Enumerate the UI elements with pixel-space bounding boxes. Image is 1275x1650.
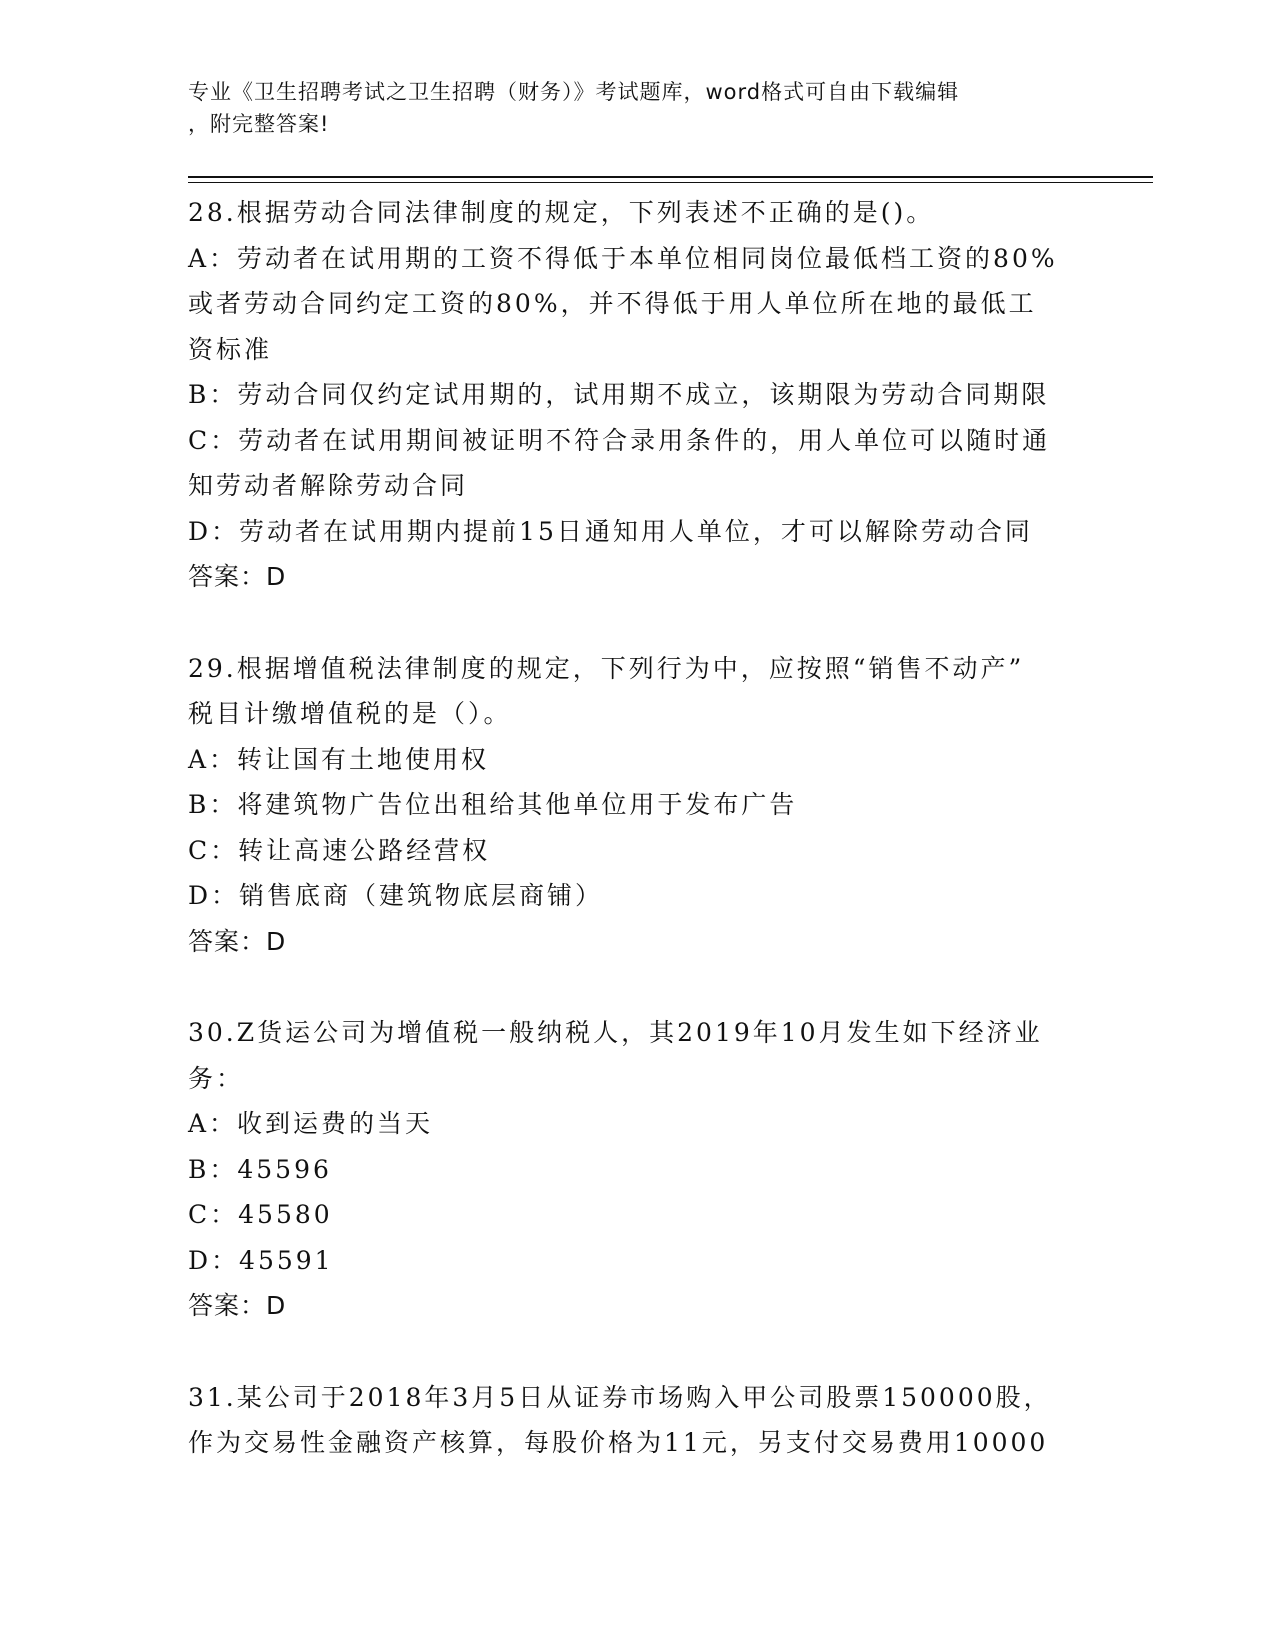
option-b-line: B：将建筑物广告位出租给其他单位用于发布广告 [188,790,798,819]
option-c-line: C：45580 [188,1200,333,1229]
header-line-2: ，附完整答案! [188,112,330,136]
answer-label: 答案：D [188,1291,287,1320]
option-a-line: A：收到运费的当天 [188,1109,434,1138]
option-c-line: 知劳动者解除劳动合同 [188,471,469,500]
option-b-line: B：45596 [188,1154,332,1184]
header-line-1: 专业《卫生招聘考试之卫生招聘（财务）》考试题库，word格式可自由下载编辑 [188,80,960,104]
question-list [188,190,1088,1512]
option-c-line: C：转让高速公路经营权 [188,835,491,865]
question-stem-line: 31.某公司于2018年3月5日从证券市场购入甲公司股票150000股， [188,1382,1052,1412]
question-item [188,646,1088,965]
question-stem-line: 30.Z货运公司为增值税一般纳税人，其2019年10月发生如下经济业 [188,1018,1043,1047]
question-item [188,1375,1088,1466]
option-d-line: D：劳动者在试用期内提前15日通知用人单位，才可以解除劳动合同 [188,516,1033,546]
option-a-line: 资标准 [188,334,273,364]
option-a-line: A：转让国有土地使用权 [188,744,490,774]
option-d-line: D：45591 [188,1245,334,1275]
option-a-line: A：劳动者在试用期的工资不得低于本单位相同岗位最低档工资的80% [188,243,1058,273]
question-stem-line: 作为交易性金融资产核算，每股价格为11元，另支付交易费用10000 [188,1428,1049,1457]
question-item [188,1010,1088,1329]
option-d-line: D：销售底商（建筑物底层商铺） [188,881,604,910]
header-rule-thick [188,176,1153,178]
option-a-line: 或者劳动合同约定工资的80%，并不得低于用人单位所在地的最低工 [188,289,1037,318]
option-b-line: B：劳动合同仅约定试用期的，试用期不成立，该期限为劳动合同期限 [188,380,1050,409]
header-rule-thin [188,182,1153,183]
question-stem-line: 28.根据劳动合同法律制度的规定，下列表述不正确的是()。 [188,198,935,227]
question-stem-line: 务： [188,1063,245,1093]
question-stem-line: 税目计缴增值税的是（）。 [188,699,512,728]
answer-label: 答案：D [188,926,287,956]
answer-label: 答案：D [188,562,287,591]
option-c-line: C：劳动者在试用期间被证明不符合录用条件的，用人单位可以随时通 [188,425,1051,455]
page-header [188,76,1088,140]
question-item [188,190,1088,600]
question-stem-line: 29.根据增值税法律制度的规定，下列行为中，应按照“销售不动产” [188,653,1025,683]
